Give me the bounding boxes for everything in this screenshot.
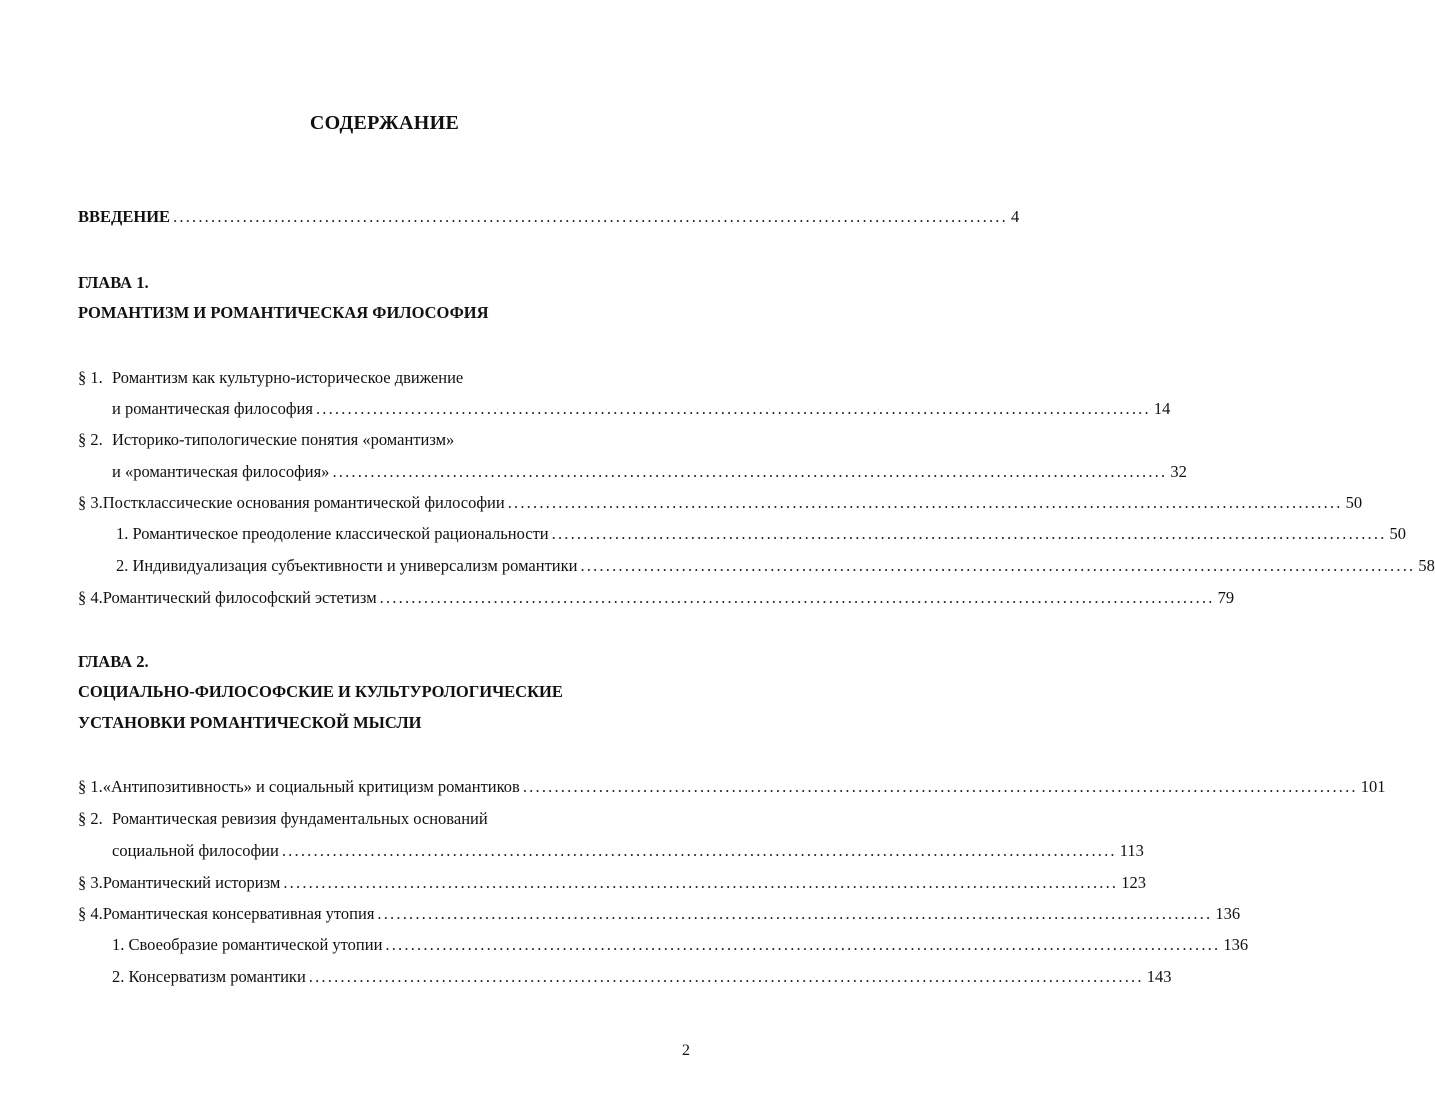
toc-page-number: 58 bbox=[1418, 556, 1435, 575]
section-number: § 2. bbox=[78, 430, 103, 449]
page-title: СОДЕРЖАНИЕ bbox=[309, 112, 460, 134]
toc-page-number: 101 bbox=[1360, 777, 1386, 796]
chapter-2-title-line-2: УСТАНОВКИ РОМАНТИЧЕСКОЙ МЫСЛИ bbox=[78, 713, 422, 732]
toc-page-number: 113 bbox=[1119, 841, 1144, 860]
toc-entry-ch2-s4[interactable] bbox=[78, 902, 1241, 926]
toc-page-number: 123 bbox=[1121, 873, 1146, 892]
toc-page-number: 79 bbox=[1217, 588, 1235, 607]
toc-subentry-ch2-1[interactable] bbox=[78, 933, 1249, 957]
toc-entry-ch1-s4[interactable] bbox=[78, 586, 1235, 610]
toc-entry-text: Романтический историзм bbox=[102, 873, 281, 892]
toc-entry-ch1-s3[interactable] bbox=[78, 491, 1363, 515]
section-number: § 4. bbox=[78, 904, 103, 923]
leader-dots: .................................................................................................................................... bbox=[385, 935, 1221, 954]
toc-page-number: 50 bbox=[1389, 524, 1407, 543]
toc-entry-ch2-s1[interactable] bbox=[78, 775, 1386, 799]
toc-page-number: 32 bbox=[1170, 462, 1187, 481]
toc-entry-text: «Антипозитивность» и социальный критицизм романтиков bbox=[102, 777, 520, 796]
leader-dots: .................................................................................................................................... bbox=[377, 904, 1213, 923]
toc-entry-text: Историко-типологические понятия «романтизм» bbox=[112, 430, 455, 449]
leader-dots: .................................................................................................................................... bbox=[551, 524, 1387, 543]
toc-subentry-ch1-1[interactable] bbox=[78, 522, 1407, 546]
toc-entry-text: 1. Романтическое преодоление классической рациональности bbox=[116, 524, 549, 543]
toc-page-number: 143 bbox=[1146, 967, 1172, 986]
toc-entry-text: социальной философии bbox=[112, 841, 279, 860]
toc-page-number: 136 bbox=[1223, 935, 1249, 954]
toc-page-number: 50 bbox=[1345, 493, 1363, 512]
chapter-1-title: РОМАНТИЗМ И РОМАНТИЧЕСКАЯ ФИЛОСОФИЯ bbox=[78, 303, 489, 322]
section-number: § 1. bbox=[78, 368, 103, 387]
toc-entry-text: Романтическая ревизия фундаментальных оснований bbox=[112, 809, 488, 828]
toc-entry-intro[interactable] bbox=[78, 205, 1020, 229]
leader-dots: .................................................................................................................................... bbox=[522, 777, 1358, 796]
section-number: § 1. bbox=[78, 777, 103, 796]
toc-entry-ch2-s2[interactable] bbox=[78, 807, 685, 831]
toc-entry-ch1-s2[interactable] bbox=[78, 428, 685, 452]
page-number: 2 bbox=[682, 1042, 690, 1059]
toc-page-number: 14 bbox=[1153, 399, 1171, 418]
leader-dots: .................................................................................................................................... bbox=[332, 462, 1168, 481]
toc-entry-ch2-s3[interactable] bbox=[78, 871, 1146, 895]
leader-dots: .................................................................................................................................... bbox=[580, 556, 1416, 575]
toc-entry-text: Романтическая консервативная утопия bbox=[102, 904, 375, 923]
section-number: § 4. bbox=[78, 588, 103, 607]
leader-dots: .................................................................................................................................... bbox=[281, 841, 1117, 860]
leader-dots: .................................................................................................................................... bbox=[308, 967, 1144, 986]
section-number: § 3. bbox=[78, 493, 103, 512]
chapter-2-label: ГЛАВА 2. bbox=[78, 652, 149, 671]
leader-dots: .................................................................................................................................... bbox=[379, 588, 1215, 607]
toc-entry-ch1-s1-cont[interactable] bbox=[78, 397, 1171, 421]
toc-entry-text: Романтический философский эстетизм bbox=[102, 588, 377, 607]
leader-dots: .................................................................................................................................... bbox=[173, 207, 1008, 226]
toc-entry-text: 2. Индивидуализация субъективности и универсализм романтики bbox=[116, 556, 578, 575]
leader-dots: .................................................................................................................................... bbox=[283, 873, 1119, 892]
toc-entry-ch1-s1[interactable] bbox=[78, 366, 685, 390]
toc-entry-text: Романтизм как культурно-историческое движение bbox=[112, 368, 464, 387]
chapter-1-label: ГЛАВА 1. bbox=[78, 273, 149, 292]
toc-entry-ch2-s2-cont[interactable] bbox=[78, 839, 1144, 863]
leader-dots: .................................................................................................................................... bbox=[315, 399, 1151, 418]
toc-page-number: 4 bbox=[1010, 207, 1020, 226]
toc-subentry-ch2-2[interactable] bbox=[78, 965, 1172, 989]
toc-subentry-ch1-2[interactable] bbox=[78, 554, 1435, 578]
toc-entry-text: и «романтическая философия» bbox=[112, 462, 330, 481]
toc-page-number: 136 bbox=[1215, 904, 1241, 923]
toc-entry-text: 1. Своеобразие романтической утопии bbox=[112, 935, 383, 954]
chapter-2-title-line-1: СОЦИАЛЬНО-ФИЛОСОФСКИЕ И КУЛЬТУРОЛОГИЧЕСКИЕ bbox=[78, 682, 563, 701]
toc-entry-text: 2. Консерватизм романтики bbox=[112, 967, 306, 986]
toc-entry-text: Постклассические основания романтической философии bbox=[102, 493, 505, 512]
toc-entry-ch1-s2-cont[interactable] bbox=[78, 460, 1187, 484]
toc-entry-label: ВВЕДЕНИЕ bbox=[78, 207, 171, 226]
toc-entry-text: и романтическая философия bbox=[112, 399, 313, 418]
section-number: § 2. bbox=[78, 809, 103, 828]
section-number: § 3. bbox=[78, 873, 103, 892]
leader-dots: .................................................................................................................................... bbox=[507, 493, 1343, 512]
